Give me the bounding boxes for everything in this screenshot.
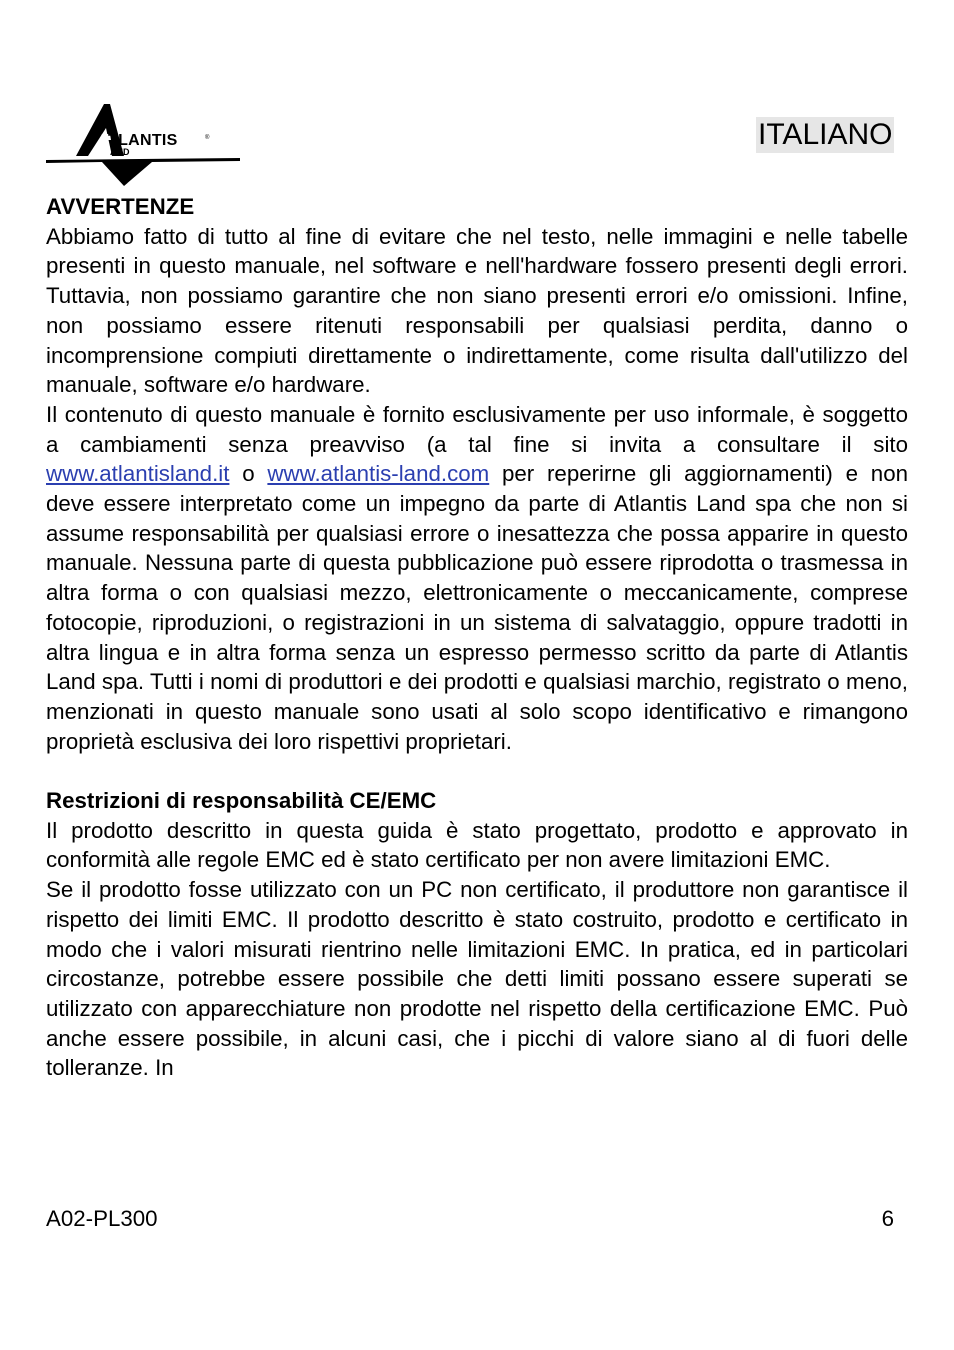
paragraph: Abbiamo fatto di tutto al fine di evitare che nel testo, nelle immagini e nelle tabelle presenti in questo manuale, nel software e nell'hardware fossero presenti degli errori. Tuttavia, non possiamo garantire che non siano presenti errori e/o omissioni. Infine, non possiamo essere ritenuti responsabili per qualsiasi perdita, danno o incomprensione compiuti direttamente o indirettamente, come risulta dall'utilizzo del manuale, software e/o hardware.: [46, 223, 908, 398]
paragraph: Il prodotto descritto in questa guida è stato progettato, prodotto e approvato in conformità alle regole EMC ed è stato certificato per non avere limitazioni EMC.: [46, 817, 908, 873]
link-atlantis-land-com[interactable]: www.atlantis-land.com: [267, 461, 490, 487]
paragraph: [46, 400, 908, 756]
paragraph: Se il prodotto fosse utilizzato con un PC non certificato, il produttore non garantisce il rispetto dei limiti EMC. Il prodotto descritto è stato costruito, prodotto e certificato in modo che i valori misurati rientrino nelle limitazioni EMC. In pratica, ed in particolari circostanze, potrebbe essere possibile che detti limiti possano essere superati se utilizzato con apparecchiature non prodotte nel rispetto della certificazione EMC. Può anche essere possibile, in alcuni casi, che i picchi di valore siano al di fuori delle tolleranze. In: [46, 877, 908, 1081]
document-body: [46, 192, 908, 1083]
language-label: ITALIANO: [758, 118, 893, 151]
paragraph-text: per reperirne gli aggiornamenti) e non deve essere interpretato come un impegno da parte di Atlantis Land spa che non si assume responsabilità per qualsiasi errore o inesattezza che possa apparire in questo manuale. Nessuna parte di questa pubblicazione può essere riprodotta o trasmessa in altra forma o con qualsiasi mezzo, elettronicamente o meccanicamente, comprese fotocopie, riproduzioni, o registrazioni in un sistema di salvataggio, oppure tradotti in altra lingua e in altra forma senza un espresso permesso scritto da parte di Atlantis Land spa. Tutti i nomi di produttori e dei prodotti e qualsiasi marchio, registrato o meno, menzionati in questo manuale sono usati al solo scopo identificativo e rimangono proprietà esclusiva dei loro rispettivi proprietari.: [46, 461, 908, 754]
link-atlantisland-it[interactable]: www.atlantisland.it: [46, 461, 230, 487]
section-heading-restrizioni: Restrizioni di responsabilità CE/EMC: [46, 788, 437, 814]
spacer: [46, 756, 908, 786]
page-number: 6: [881, 1206, 894, 1231]
paragraph-text: Il contenuto di questo manuale è fornito esclusivamente per uso informale, è soggetto a cambiamenti senza preavviso (a tal fine si invita a consultare il sito: [46, 401, 908, 457]
section-heading-avvertenze: AVVERTENZE: [46, 194, 195, 219]
model-number: A02-PL300: [46, 1206, 158, 1231]
page-footer: [46, 1204, 894, 1234]
svg-text:AND: AND: [110, 147, 130, 157]
atlantis-land-logo: [44, 100, 242, 190]
svg-text:TLANTIS: TLANTIS: [108, 132, 178, 149]
paragraph-text: o: [229, 461, 268, 487]
svg-text:®: ®: [205, 135, 210, 141]
